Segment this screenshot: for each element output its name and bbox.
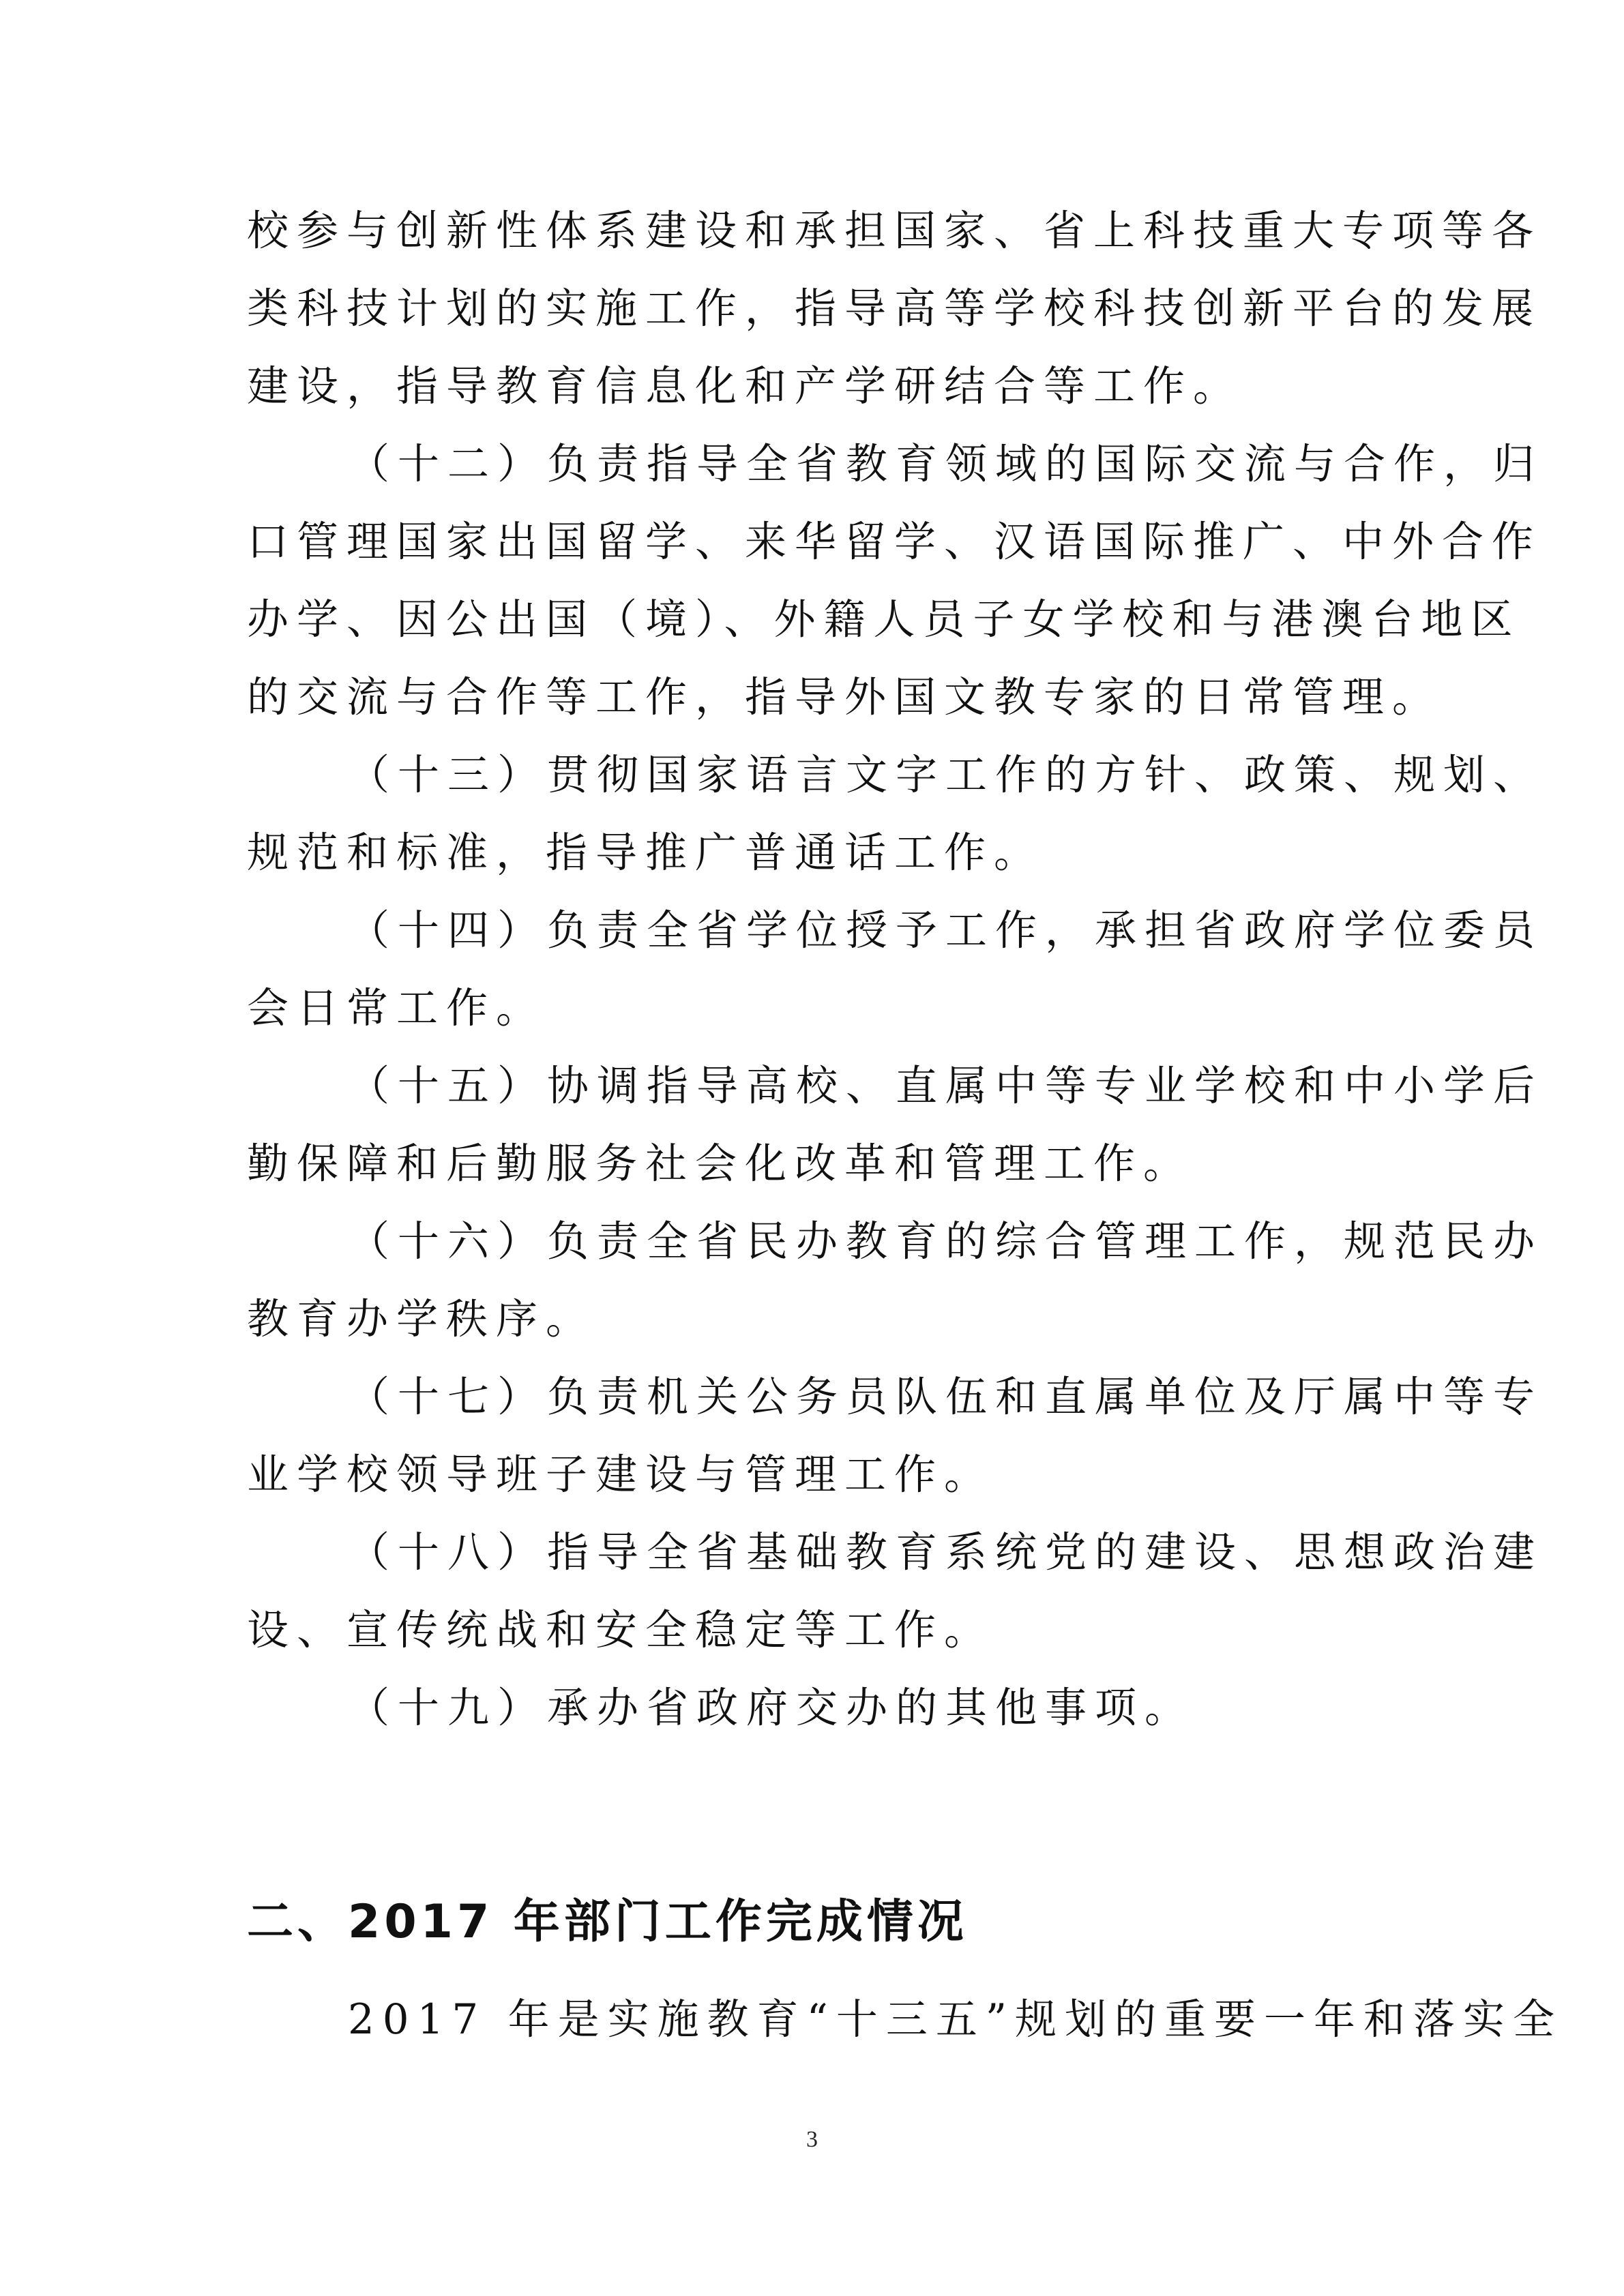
paragraph-item-16 [247,1203,1544,1358]
text-line: 的交流与合作等工作，指导外国文教专家的日常管理。 [247,673,1443,721]
paragraph-item-15 [247,1047,1544,1203]
page-number: 3 [806,2127,818,2152]
text-line: （十六）负责全省民办教育的综合管理工作，规范民办 [348,1217,1544,1266]
text-line: （十八）指导全省基础教育系统党的建设、思想政治建 [348,1528,1544,1577]
text-line: （十五）协调指导高校、直属中等专业学校和中小学后 [348,1062,1544,1110]
text-line: 会日常工作。 [247,984,546,1032]
text-line: 校参与创新性体系建设和承担国家、省上科技重大专项等各 [247,207,1542,255]
text-line: 设、宣传统战和安全稳定等工作。 [247,1606,994,1654]
text-line: 办学、因公出国（境）、外籍人员子女学校和与港澳台地区 [247,595,1521,644]
text-line: （十二）负责指导全省教育领域的国际交流与合作，归 [348,440,1544,488]
paragraph-item-12 [247,426,1544,736]
text-line: 类科技计划的实施工作，指导高等学校科技创新平台的发展 [247,284,1542,333]
paragraph-intro-line: 2017 年是实施教育“十三五”规划的重要一年和落实全 [348,1995,1563,2044]
paragraph-item-13 [247,736,1544,892]
body-text [247,192,1544,1747]
text-line: 口管理国家出国留学、来华留学、汉语国际推广、中外合作 [247,518,1542,566]
text-line: （十九）承办省政府交办的其他事项。 [348,1684,1195,1732]
text-line: 勤保障和后勤服务社会化改革和管理工作。 [247,1139,1194,1188]
text-line: 业学校领导班子建设与管理工作。 [247,1450,994,1499]
paragraph-continuation [247,192,1542,426]
section-heading: 二、2017 年部门工作完成情况 [247,1895,968,1949]
text-line: 建设，指导教育信息化和产学研结合等工作。 [247,362,1243,411]
paragraph-item-17 [247,1358,1544,1514]
paragraph-item-14 [247,892,1544,1047]
text-line: 规范和标准，指导推广普通话工作。 [247,829,1044,877]
text-line: （十四）负责全省学位授予工作，承担省政府学位委员 [348,906,1544,955]
text-line: （十三）贯彻国家语言文字工作的方针、政策、规划、 [348,751,1544,799]
paragraph-item-18 [247,1514,1544,1669]
text-line: 教育办学秩序。 [247,1295,596,1343]
text-line: （十七）负责机关公务员队伍和直属单位及厅属中等专 [348,1373,1544,1421]
paragraph-item-19 [247,1669,1379,1747]
